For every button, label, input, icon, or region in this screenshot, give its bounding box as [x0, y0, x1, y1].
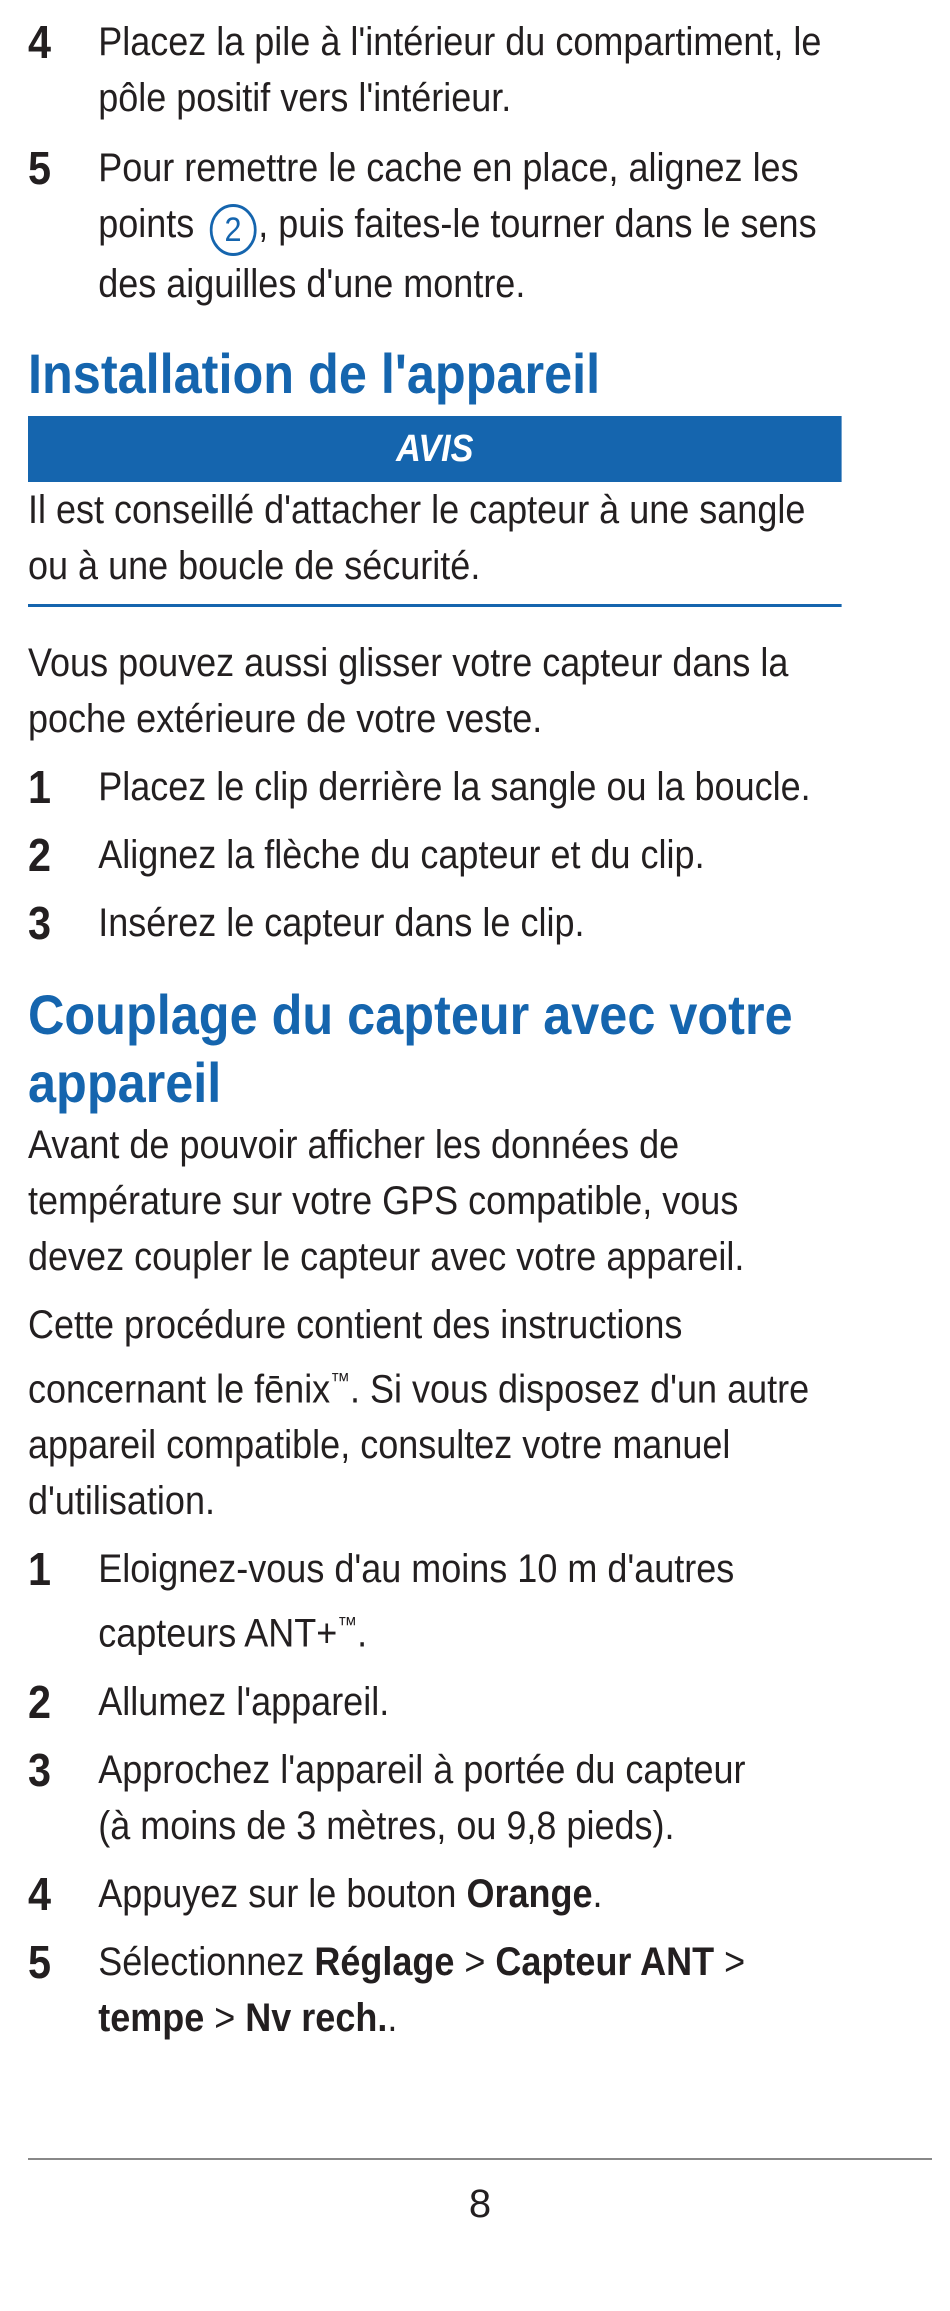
path-separator: >	[204, 1995, 246, 2040]
page-content	[28, 0, 842, 2046]
pairing-paragraph-2	[28, 1297, 842, 1529]
menu-path-capteur-ant: Capteur ANT	[495, 1939, 715, 1984]
step-number: 4	[28, 1867, 52, 1920]
menu-path-tempe: tempe	[98, 1995, 205, 2040]
step-line: Pour remettre le cache en place, alignez les	[98, 146, 799, 190]
page-number: 8	[468, 2182, 492, 2226]
step-number: 3	[28, 897, 52, 949]
trademark-symbol: ™	[337, 1612, 358, 1638]
paragraph-line: appareil compatible, consultez votre manuel	[28, 1423, 731, 1468]
step-5-cover	[28, 140, 842, 312]
pairing-step-3	[28, 1742, 842, 1854]
step-line: Insérez le capteur dans le clip.	[98, 901, 585, 945]
section-heading-installation: Installation de l'appareil	[28, 342, 601, 405]
step-line: Approchez l'appareil à portée du capteur	[98, 1747, 746, 1792]
paragraph-text: concernant le fēnix	[28, 1367, 331, 1412]
install-step-3	[28, 895, 842, 951]
notice-text	[28, 482, 842, 594]
step-number: 1	[28, 1543, 52, 1596]
menu-path-reglage: Réglage	[314, 1939, 455, 1984]
paragraph-line: Avant de pouvoir afficher les données de	[28, 1123, 680, 1167]
step-text: Sélectionnez	[98, 1939, 315, 1984]
step-text: .	[357, 1611, 368, 1656]
step-line: Eloignez-vous d'au moins 10 m d'autres	[98, 1547, 735, 1592]
path-separator: >	[454, 1939, 496, 1984]
step-line: Allumez l'appareil.	[98, 1679, 390, 1724]
step-line: Placez la pile à l'intérieur du compartiment, le	[98, 20, 822, 64]
step-text: capteurs ANT+	[98, 1611, 338, 1656]
paragraph-line: devez coupler le capteur avec votre appareil.	[28, 1235, 745, 1279]
step-number: 4	[28, 16, 52, 68]
paragraph-line: d'utilisation.	[28, 1479, 215, 1524]
notice-line: ou à une boucle de sécurité.	[28, 544, 481, 588]
pairing-step-5	[28, 1934, 842, 2046]
step-text: points	[98, 202, 205, 246]
step-number: 5	[28, 142, 52, 194]
step-line: Alignez la flèche du capteur et du clip.	[98, 833, 705, 877]
step-text: .	[387, 1995, 398, 2040]
section-heading-pairing	[28, 981, 842, 1117]
heading-line: appareil	[28, 1051, 222, 1114]
pairing-paragraph-1	[28, 1117, 842, 1285]
menu-path-nv-rech: Nv rech.	[245, 1995, 388, 2040]
pairing-step-2	[28, 1674, 842, 1730]
paragraph-text: . Si vous disposez d'un autre	[349, 1367, 810, 1412]
step-line: Placez le clip derrière la sangle ou la boucle.	[98, 765, 811, 809]
notice-line: Il est conseillé d'attacher le capteur à une sangle	[28, 488, 806, 532]
callout-number-icon: 2	[210, 204, 257, 256]
paragraph-line: Vous pouvez aussi glisser votre capteur dans la	[28, 641, 789, 685]
install-step-2	[28, 827, 842, 883]
step-line	[98, 1934, 841, 1990]
step-line	[98, 196, 841, 256]
notice-label-bar: AVIS	[28, 416, 842, 482]
step-line	[98, 1866, 841, 1922]
step-number: 2	[28, 829, 52, 881]
step-line	[98, 1597, 841, 1661]
pairing-step-1	[28, 1541, 842, 1661]
step-number: 5	[28, 1935, 52, 1988]
manual-page	[28, 0, 932, 2311]
paragraph-line: poche extérieure de votre veste.	[28, 697, 543, 741]
paragraph-line: Cette procédure contient des instructions	[28, 1303, 683, 1347]
step-4-battery	[28, 14, 842, 126]
step-line	[98, 1990, 841, 2046]
step-number: 1	[28, 761, 52, 813]
step-text: .	[592, 1871, 603, 1916]
trademark-symbol: ™	[330, 1368, 350, 1393]
step-number: 2	[28, 1675, 52, 1728]
heading-line: Couplage du capteur avec votre	[28, 983, 793, 1046]
step-line: (à moins de 3 mètres, ou 9,8 pieds).	[98, 1803, 675, 1848]
install-step-1	[28, 759, 842, 815]
footer-divider	[28, 2158, 932, 2160]
step-number: 3	[28, 1743, 52, 1796]
step-text: , puis faites-le tourner dans le sens	[258, 202, 817, 246]
paragraph-line	[28, 1353, 842, 1417]
step-line: des aiguilles d'une montre.	[98, 262, 526, 306]
button-name-orange: Orange	[466, 1871, 593, 1916]
install-paragraph	[28, 635, 842, 747]
step-text: Appuyez sur le bouton	[98, 1871, 467, 1916]
step-line: pôle positif vers l'intérieur.	[98, 76, 512, 120]
pairing-step-4	[28, 1866, 842, 1922]
paragraph-line: température sur votre GPS compatible, vous	[28, 1179, 739, 1223]
path-separator: >	[714, 1939, 746, 1984]
